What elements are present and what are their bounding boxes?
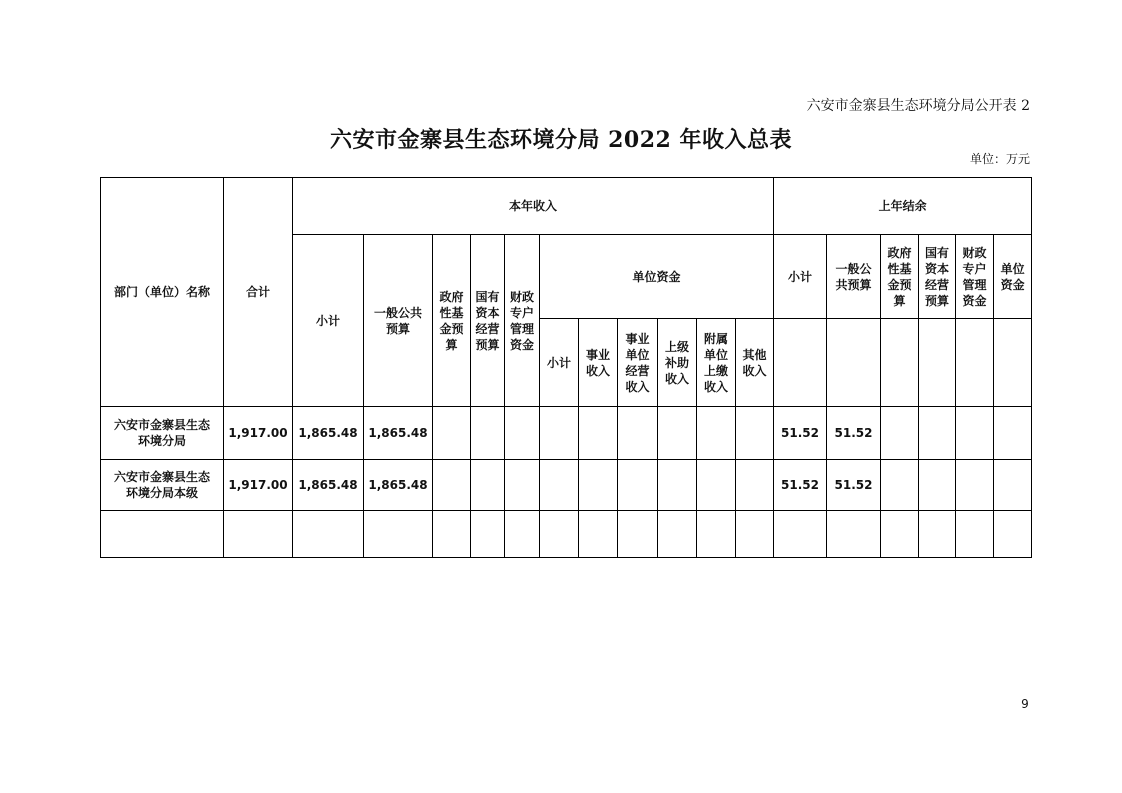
row-empty-cell: [994, 460, 1032, 511]
row-empty-cell: [505, 407, 540, 460]
row-empty-cell: [736, 407, 774, 460]
row-empty-cell: [293, 511, 364, 558]
row-empty-cell: [774, 511, 827, 558]
row-empty-cell: [697, 511, 736, 558]
row-empty-cell: [919, 511, 956, 558]
table-number-note: 六安市金寨县生态环境分局公开表 2: [806, 98, 1030, 114]
header-prior-balance: 上年结余: [774, 178, 1032, 235]
row-empty-cell: [956, 460, 994, 511]
header-cur-state-capital: 国有资本经营预算: [471, 235, 505, 407]
income-summary-table: [100, 177, 1032, 558]
row-empty-cell: [579, 511, 618, 558]
header-total: 合计: [224, 178, 293, 407]
header-uf-superior: 上级补助收入: [658, 319, 697, 407]
row-empty-cell: [433, 511, 471, 558]
header-prior-blank: [827, 319, 881, 407]
header-uf-business: 事业收入: [579, 319, 618, 407]
unit-label: 单位：万元: [969, 152, 1030, 166]
header-prior-subtotal: 小计: [774, 235, 827, 319]
row-empty-cell: [827, 511, 881, 558]
row-cur-subtotal: 1,865.48: [293, 407, 364, 460]
page-number: 9: [1021, 697, 1029, 711]
row-prior-subtotal: 51.52: [774, 407, 827, 460]
header-prior-state-capital: 国有资本经营预算: [919, 235, 956, 319]
row-empty-cell: [919, 407, 956, 460]
row-empty-cell: [364, 511, 433, 558]
row-prior-general: 51.52: [827, 460, 881, 511]
row-empty-cell: [736, 511, 774, 558]
header-prior-blank: [956, 319, 994, 407]
row-empty-cell: [505, 460, 540, 511]
table-row-empty: [101, 511, 1032, 558]
header-prior-blank: [919, 319, 956, 407]
row-empty-cell: [618, 407, 658, 460]
header-cur-general-budget: 一般公共预算: [364, 235, 433, 407]
row-empty-cell: [471, 407, 505, 460]
header-cur-gov-fund: 政府性基金预算: [433, 235, 471, 407]
row-total: 1,917.00: [224, 407, 293, 460]
header-uf-affiliated: 附属单位上缴收入: [697, 319, 736, 407]
row-empty-cell: [471, 511, 505, 558]
row-prior-general: 51.52: [827, 407, 881, 460]
row-empty-cell: [736, 460, 774, 511]
header-current-income: 本年收入: [293, 178, 774, 235]
row-empty-cell: [471, 460, 505, 511]
row-empty-cell: [658, 407, 697, 460]
row-cur-subtotal: 1,865.48: [293, 460, 364, 511]
row-empty-cell: [101, 511, 224, 558]
row-empty-cell: [658, 511, 697, 558]
row-empty-cell: [433, 460, 471, 511]
row-cur-general: 1,865.48: [364, 407, 433, 460]
row-empty-cell: [433, 407, 471, 460]
page-title: 六安市金寨县生态环境分局 2022 年收入总表: [329, 127, 793, 153]
header-uf-other: 其他收入: [736, 319, 774, 407]
header-prior-general-budget: 一般公共预算: [827, 235, 881, 319]
row-empty-cell: [956, 407, 994, 460]
header-cur-subtotal: 小计: [293, 235, 364, 407]
row-empty-cell: [505, 511, 540, 558]
header-uf-operating: 事业单位经营收入: [618, 319, 658, 407]
header-prior-blank: [881, 319, 919, 407]
row-empty-cell: [994, 511, 1032, 558]
header-dept-name: 部门（单位）名称: [101, 178, 224, 407]
row-empty-cell: [658, 460, 697, 511]
header-prior-unit-funds: 单位资金: [994, 235, 1032, 319]
row-empty-cell: [881, 460, 919, 511]
row-empty-cell: [579, 407, 618, 460]
row-cur-general: 1,865.48: [364, 460, 433, 511]
header-cur-fiscal-special: 财政专户管理资金: [505, 235, 540, 407]
row-dept-name: 六安市金寨县生态环境分局: [101, 407, 224, 460]
table-row: [101, 460, 1032, 511]
row-empty-cell: [994, 407, 1032, 460]
header-prior-blank: [774, 319, 827, 407]
row-empty-cell: [919, 460, 956, 511]
row-empty-cell: [579, 460, 618, 511]
row-empty-cell: [881, 407, 919, 460]
row-empty-cell: [956, 511, 994, 558]
row-dept-name: 六安市金寨县生态环境分局本级: [101, 460, 224, 511]
row-empty-cell: [618, 511, 658, 558]
header-prior-gov-fund: 政府性基金预算: [881, 235, 919, 319]
row-empty-cell: [224, 511, 293, 558]
row-empty-cell: [618, 460, 658, 511]
row-empty-cell: [697, 407, 736, 460]
header-prior-fiscal-special: 财政专户管理资金: [956, 235, 994, 319]
row-empty-cell: [697, 460, 736, 511]
row-empty-cell: [540, 460, 579, 511]
row-total: 1,917.00: [224, 460, 293, 511]
row-empty-cell: [540, 407, 579, 460]
row-empty-cell: [881, 511, 919, 558]
row-prior-subtotal: 51.52: [774, 460, 827, 511]
row-empty-cell: [540, 511, 579, 558]
header-prior-blank: [994, 319, 1032, 407]
header-uf-subtotal: 小计: [540, 319, 579, 407]
table-row: [101, 407, 1032, 460]
header-unit-funds: 单位资金: [540, 235, 774, 319]
